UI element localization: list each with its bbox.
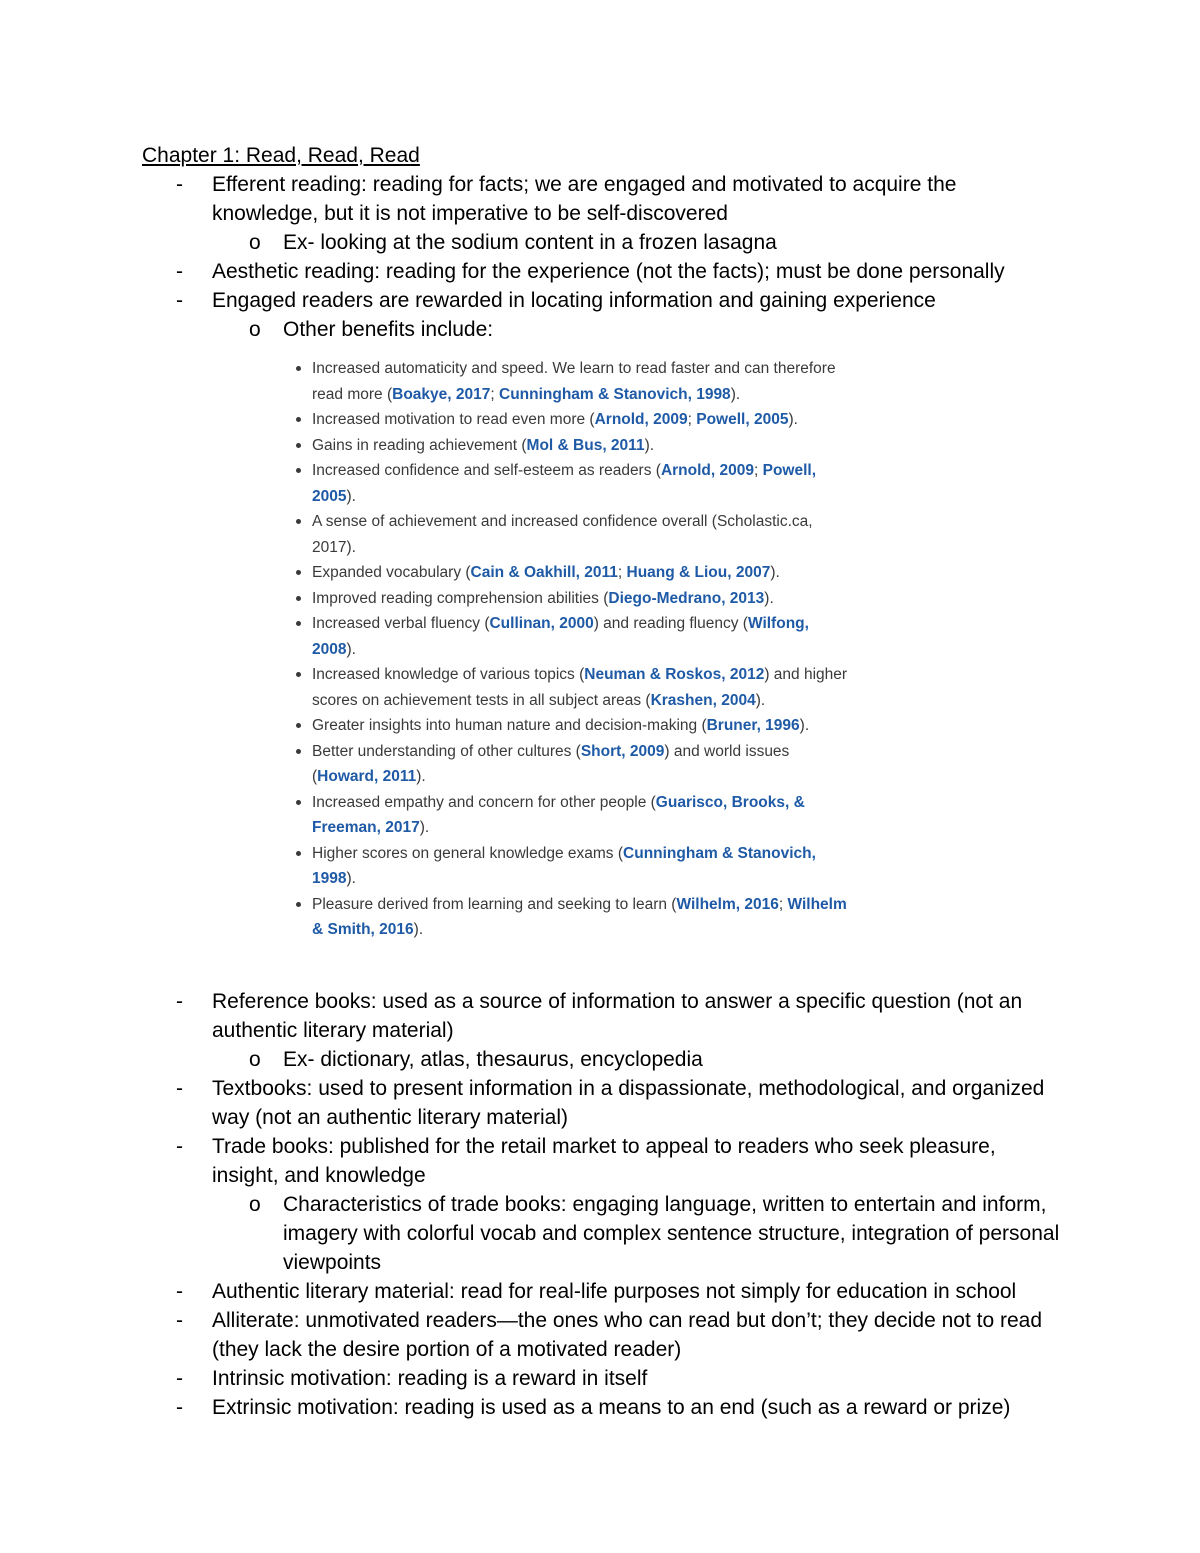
benefit-text: ).: [346, 640, 356, 658]
citation-link[interactable]: Diego-Medrano, 2013: [608, 589, 765, 607]
benefit-text: A sense of achievement and increased confidence overall (Scholastic.ca, 2017).: [312, 513, 813, 556]
dash-marker: -: [176, 260, 183, 283]
dash-marker: -: [176, 173, 183, 196]
citation-link[interactable]: Powell, 2005: [312, 462, 817, 505]
dash-marker: -: [176, 1395, 183, 1419]
benefit-text: Expanded vocabulary (: [312, 564, 471, 581]
bullet-text: Reference books: used as a source of information to answer a specific question (not an authentic literary material): [212, 989, 1023, 1042]
notes-body: [142, 141, 1062, 1422]
bullet-dot-icon: [296, 672, 301, 677]
benefit-item: [312, 611, 857, 662]
citation-link[interactable]: Wilhelm & Smith, 2016: [312, 895, 847, 938]
dash-bullet-item: [142, 1277, 1062, 1306]
benefit-text: Increased verbal fluency (: [312, 615, 490, 632]
citation-link[interactable]: Wilhelm, 2016: [676, 895, 779, 913]
bullet-text: Extrinsic motivation: reading is used as a means to an end (such as a reward or prize): [212, 1395, 1011, 1419]
bullet-text: Textbooks: used to present information in a dispassionate, methodological, and organized way (not an authentic literary material): [212, 1076, 1045, 1129]
benefit-item: [312, 458, 857, 509]
benefit-text: Increased empathy and concern for other people (: [312, 793, 656, 811]
bullet-dot-icon: [296, 366, 301, 371]
sub-bullet-text: Characteristics of trade books: engaging language, written to entertain and inform, imagery with colorful vocab and complex sentence structure, integration of personal viewpoints: [283, 1192, 1060, 1274]
benefits-list: [142, 356, 1062, 943]
benefit-text: ).: [799, 717, 810, 734]
dash-marker: -: [176, 289, 183, 312]
benefit-text: ).: [755, 691, 766, 709]
benefit-text: Increased knowledge of various topics (: [312, 666, 585, 683]
benefit-text: ;: [753, 462, 763, 479]
benefit-text: ).: [419, 819, 430, 836]
dash-marker: -: [176, 1076, 183, 1100]
benefit-text: ).: [764, 589, 774, 607]
circle-marker: o: [249, 318, 261, 341]
dash-bullet-item: [142, 170, 1062, 228]
section-definitions-1: [142, 170, 1062, 344]
dash-marker: -: [176, 1279, 183, 1303]
benefit-text: Pleasure derived from learning and seeking to learn (: [312, 895, 677, 913]
benefit-text: Gains in reading achievement (: [312, 436, 527, 454]
benefit-text: ).: [644, 436, 655, 454]
bullet-dot-icon: [296, 519, 301, 524]
dash-bullet-item: [142, 1074, 1062, 1132]
benefit-item: [312, 713, 857, 739]
dash-bullet-item: [142, 1364, 1062, 1393]
benefit-text: Better understanding of other cultures (: [312, 742, 581, 760]
bullet-text: Intrinsic motivation: reading is a reward in itself: [212, 1366, 648, 1390]
circle-marker: o: [249, 231, 261, 254]
benefit-text: ).: [413, 921, 424, 938]
benefit-text: Increased confidence and self-esteem as readers (: [312, 462, 661, 479]
benefit-text: ).: [770, 564, 780, 581]
bullet-text: Efferent reading: reading for facts; we are engaged and motivated to acquire the knowledge, but it is not imperative to be self-discovered: [212, 173, 957, 225]
benefit-item: [312, 841, 857, 892]
benefit-text: ;: [490, 385, 499, 403]
dash-marker: -: [176, 1134, 183, 1158]
dash-marker: -: [176, 1366, 183, 1390]
benefit-item: [312, 586, 857, 612]
citation-link[interactable]: Short, 2009: [580, 742, 665, 760]
bullet-dot-icon: [296, 902, 301, 907]
benefit-text: ).: [346, 487, 356, 505]
bullet-dot-icon: [296, 800, 301, 805]
citation-link[interactable]: Wilfong, 2008: [312, 615, 809, 658]
benefit-item: [312, 892, 857, 943]
dash-bullet-item: [142, 1393, 1062, 1422]
benefit-item: [312, 356, 857, 407]
benefit-text: ;: [778, 895, 788, 913]
bullet-dot-icon: [296, 749, 301, 754]
bullet-text: Authentic literary material: read for real-life purposes not simply for education in school: [212, 1279, 1017, 1303]
benefit-text: ;: [617, 564, 627, 581]
benefit-text: ).: [346, 870, 356, 887]
bullet-dot-icon: [296, 723, 301, 728]
citation-link[interactable]: Cullinan, 2000: [489, 615, 594, 632]
dash-bullet-item: [142, 286, 1062, 315]
section-definitions-2: [142, 987, 1062, 1422]
dash-bullet-item: [142, 1306, 1062, 1364]
bullet-dot-icon: [296, 570, 301, 575]
chapter-title: Chapter 1: Read, Read, Read: [142, 144, 420, 167]
benefit-item: [312, 662, 857, 713]
benefit-text: Increased automaticity and speed. We learn to read faster and can therefore read more (: [312, 360, 836, 403]
citation-link[interactable]: Cunningham & Stanovich, 1998: [499, 385, 731, 403]
sub-bullet-item: [142, 1045, 1062, 1074]
bullet-text: Alliterate: unmotivated readers—the ones who can read but don’t; they decide not to read (they lack the desire portion of a motivated reader): [212, 1308, 1043, 1361]
benefit-text: ).: [730, 385, 741, 403]
bullet-text: Engaged readers are rewarded in locating information and gaining experience: [212, 289, 936, 312]
sub-bullet-text: Ex- looking at the sodium content in a frozen lasagna: [283, 231, 777, 254]
bullet-dot-icon: [296, 443, 301, 448]
benefit-text: ).: [416, 768, 426, 785]
dash-bullet-item: [142, 987, 1062, 1045]
benefit-text: Improved reading comprehension abilities (: [312, 589, 609, 607]
citation-link[interactable]: Krashen, 2004: [650, 691, 756, 709]
benefit-item: [312, 433, 857, 459]
citation-link[interactable]: Powell, 2005: [696, 411, 789, 428]
benefit-item: [312, 560, 857, 586]
benefit-text: ) and world issues (: [312, 742, 790, 785]
benefit-item: [312, 407, 857, 433]
benefit-text: ) and reading fluency (: [593, 615, 748, 632]
sub-bullet-item: [142, 315, 1062, 344]
bullet-dot-icon: [296, 468, 301, 473]
dash-marker: -: [176, 1308, 183, 1332]
bullet-text: Aesthetic reading: reading for the experience (not the facts); must be done personally: [212, 260, 1005, 283]
benefit-text: Greater insights into human nature and decision-making (: [312, 717, 707, 734]
citation-link[interactable]: Cain & Oakhill, 2011: [470, 564, 618, 581]
citation-link[interactable]: Cunningham & Stanovich, 1998: [312, 844, 816, 887]
citation-link[interactable]: Neuman & Roskos, 2012: [584, 666, 765, 683]
bullet-dot-icon: [296, 596, 301, 601]
sub-bullet-text: Ex- dictionary, atlas, thesaurus, encyclopedia: [283, 1047, 703, 1071]
bullet-text: Trade books: published for the retail market to appeal to readers who seek pleasure, insight, and knowledge: [212, 1134, 996, 1187]
benefit-text: Increased motivation to read even more (: [312, 411, 595, 428]
citation-link[interactable]: Bruner, 1996: [706, 717, 800, 734]
citation-link[interactable]: Arnold, 2009: [660, 462, 754, 479]
bullet-dot-icon: [296, 417, 301, 422]
circle-marker: o: [249, 1047, 261, 1071]
benefit-text: ).: [788, 411, 798, 428]
benefit-item: [312, 509, 857, 560]
benefit-text: ) and higher scores on achievement tests in all subject areas (: [312, 666, 848, 709]
sub-bullet-item: [142, 228, 1062, 257]
bullet-dot-icon: [296, 851, 301, 856]
sub-bullet-text: Other benefits include:: [283, 318, 494, 341]
citation-link[interactable]: Howard, 2011: [317, 768, 417, 785]
citation-link[interactable]: Huang & Liou, 2007: [626, 564, 771, 581]
dash-marker: -: [176, 989, 183, 1013]
dash-bullet-item: [142, 1132, 1062, 1190]
benefit-text: Higher scores on general knowledge exams (: [312, 844, 624, 862]
citation-link[interactable]: Mol & Bus, 2011: [526, 436, 645, 454]
benefit-item: [312, 790, 857, 841]
citation-link[interactable]: Guarisco, Brooks, & Freeman, 2017: [312, 793, 805, 836]
benefit-text: ;: [687, 411, 697, 428]
dash-bullet-item: [142, 257, 1062, 286]
citation-link[interactable]: Arnold, 2009: [594, 411, 688, 428]
sub-bullet-item: [142, 1190, 1062, 1277]
circle-marker: o: [249, 1192, 261, 1216]
citation-link[interactable]: Boakye, 2017: [392, 385, 491, 403]
bullet-dot-icon: [296, 621, 301, 626]
benefit-item: [312, 739, 857, 790]
